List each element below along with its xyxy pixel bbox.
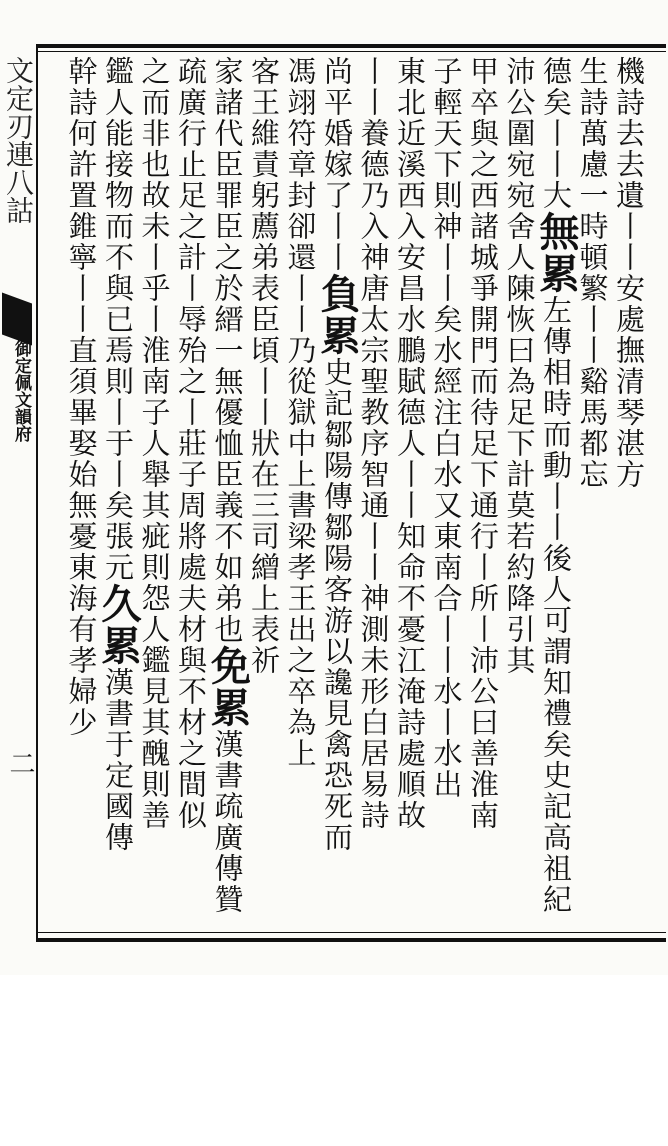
column-text: 史記鄒陽傳鄒陽客游以讒見禽恐死而 xyxy=(320,357,354,853)
text-column-7 xyxy=(393,56,427,936)
top-rule xyxy=(36,44,666,48)
column-text: 甲卒與之西諸城爭開門而待足下通行丨所丨沛公曰善淮南 xyxy=(466,56,500,831)
book-title-tab: 御定佩文韻府 xyxy=(11,340,31,442)
column-text: 左傳相時而動丨丨後人可謂知禮矣史記高祖紀 xyxy=(539,295,573,915)
column-text: 沛公圍宛宛舍人陳恢曰為足下計莫若約降引其 xyxy=(502,56,537,676)
tab-ornament xyxy=(2,293,32,346)
column-text: 疏廣行止足之計丨辱殆之丨莊子周將處夫材與不材之間似 xyxy=(174,56,208,831)
column-text: 生詩萬慮一時頓繁丨丨谿馬都忘 xyxy=(575,56,610,490)
text-column-3 xyxy=(533,56,580,936)
entry-heading xyxy=(604,540,651,624)
column-text: 丨丨養德乃入神唐太宗聖教序智通丨丨神測未形白居易詩 xyxy=(356,56,391,831)
column-text: 漢書疏廣傳贊 xyxy=(210,729,245,915)
text-column-6 xyxy=(430,56,464,936)
column-text: 客王維責躬薦弟表臣頃丨丨狀在三司繒上表祈 xyxy=(247,56,281,676)
column-text: 德矣丨丨大 xyxy=(539,56,573,211)
text-column-8 xyxy=(357,56,391,936)
top-rule-inner xyxy=(36,51,666,52)
column-text: 鑑人能接物而不與已焉則丨于丨矣張元 xyxy=(101,56,135,583)
column-text: 尚平婚嫁了丨丨 xyxy=(320,56,354,273)
text-column-12 xyxy=(204,56,252,936)
column-text: 馮翊符章封卻還丨丨乃從獄中上書梁孝王出之卒為上 xyxy=(283,56,318,769)
text-column-14 xyxy=(138,56,172,936)
column-text: 漢書于定國傳 xyxy=(101,667,135,853)
entry-text-2 xyxy=(612,885,643,1146)
text-column-9 xyxy=(314,56,361,936)
entry-heading: 免累 xyxy=(204,645,252,729)
text-column-10 xyxy=(284,56,318,936)
entry-heading: 無累 xyxy=(533,211,580,295)
page-number: 二 xyxy=(5,750,35,776)
entry-text xyxy=(612,624,643,885)
entry-heading: 久累 xyxy=(95,583,142,667)
text-column-4 xyxy=(503,56,537,936)
text-column-5 xyxy=(466,56,500,936)
entry-heading: 負累 xyxy=(314,273,361,357)
left-frame-rule xyxy=(36,44,38,942)
column-text: 機詩去去遺丨丨安處撫清琴湛方 xyxy=(612,56,646,490)
margin-fragment: 文定刃連八詁 xyxy=(2,56,35,224)
bottom-rule xyxy=(36,938,666,942)
text-column-11 xyxy=(247,56,281,936)
column-text: 子輕天下則神丨丨矣水經注白水又東南合丨丨水丨水出 xyxy=(429,56,464,800)
column-text: 東北近溪西入安昌水鵬賦德人丨丨知命不憂江淹詩處順故 xyxy=(393,56,427,831)
text-column-16 xyxy=(65,56,99,936)
column-text: 幹詩何許置錐寧丨丨直須畢娶始無憂 xyxy=(64,56,99,552)
column-text: 東海有孝婦少 xyxy=(64,552,99,738)
column-text: 家諸代臣罪臣之於縉一無優恤臣義不如弟也 xyxy=(210,56,245,645)
text-column-15 xyxy=(95,56,142,936)
column-text: 之而非也故未丨乎丨淮南子人舉其疵則怨人鑑見其醜則善 xyxy=(137,56,172,831)
text-column-13 xyxy=(174,56,208,936)
